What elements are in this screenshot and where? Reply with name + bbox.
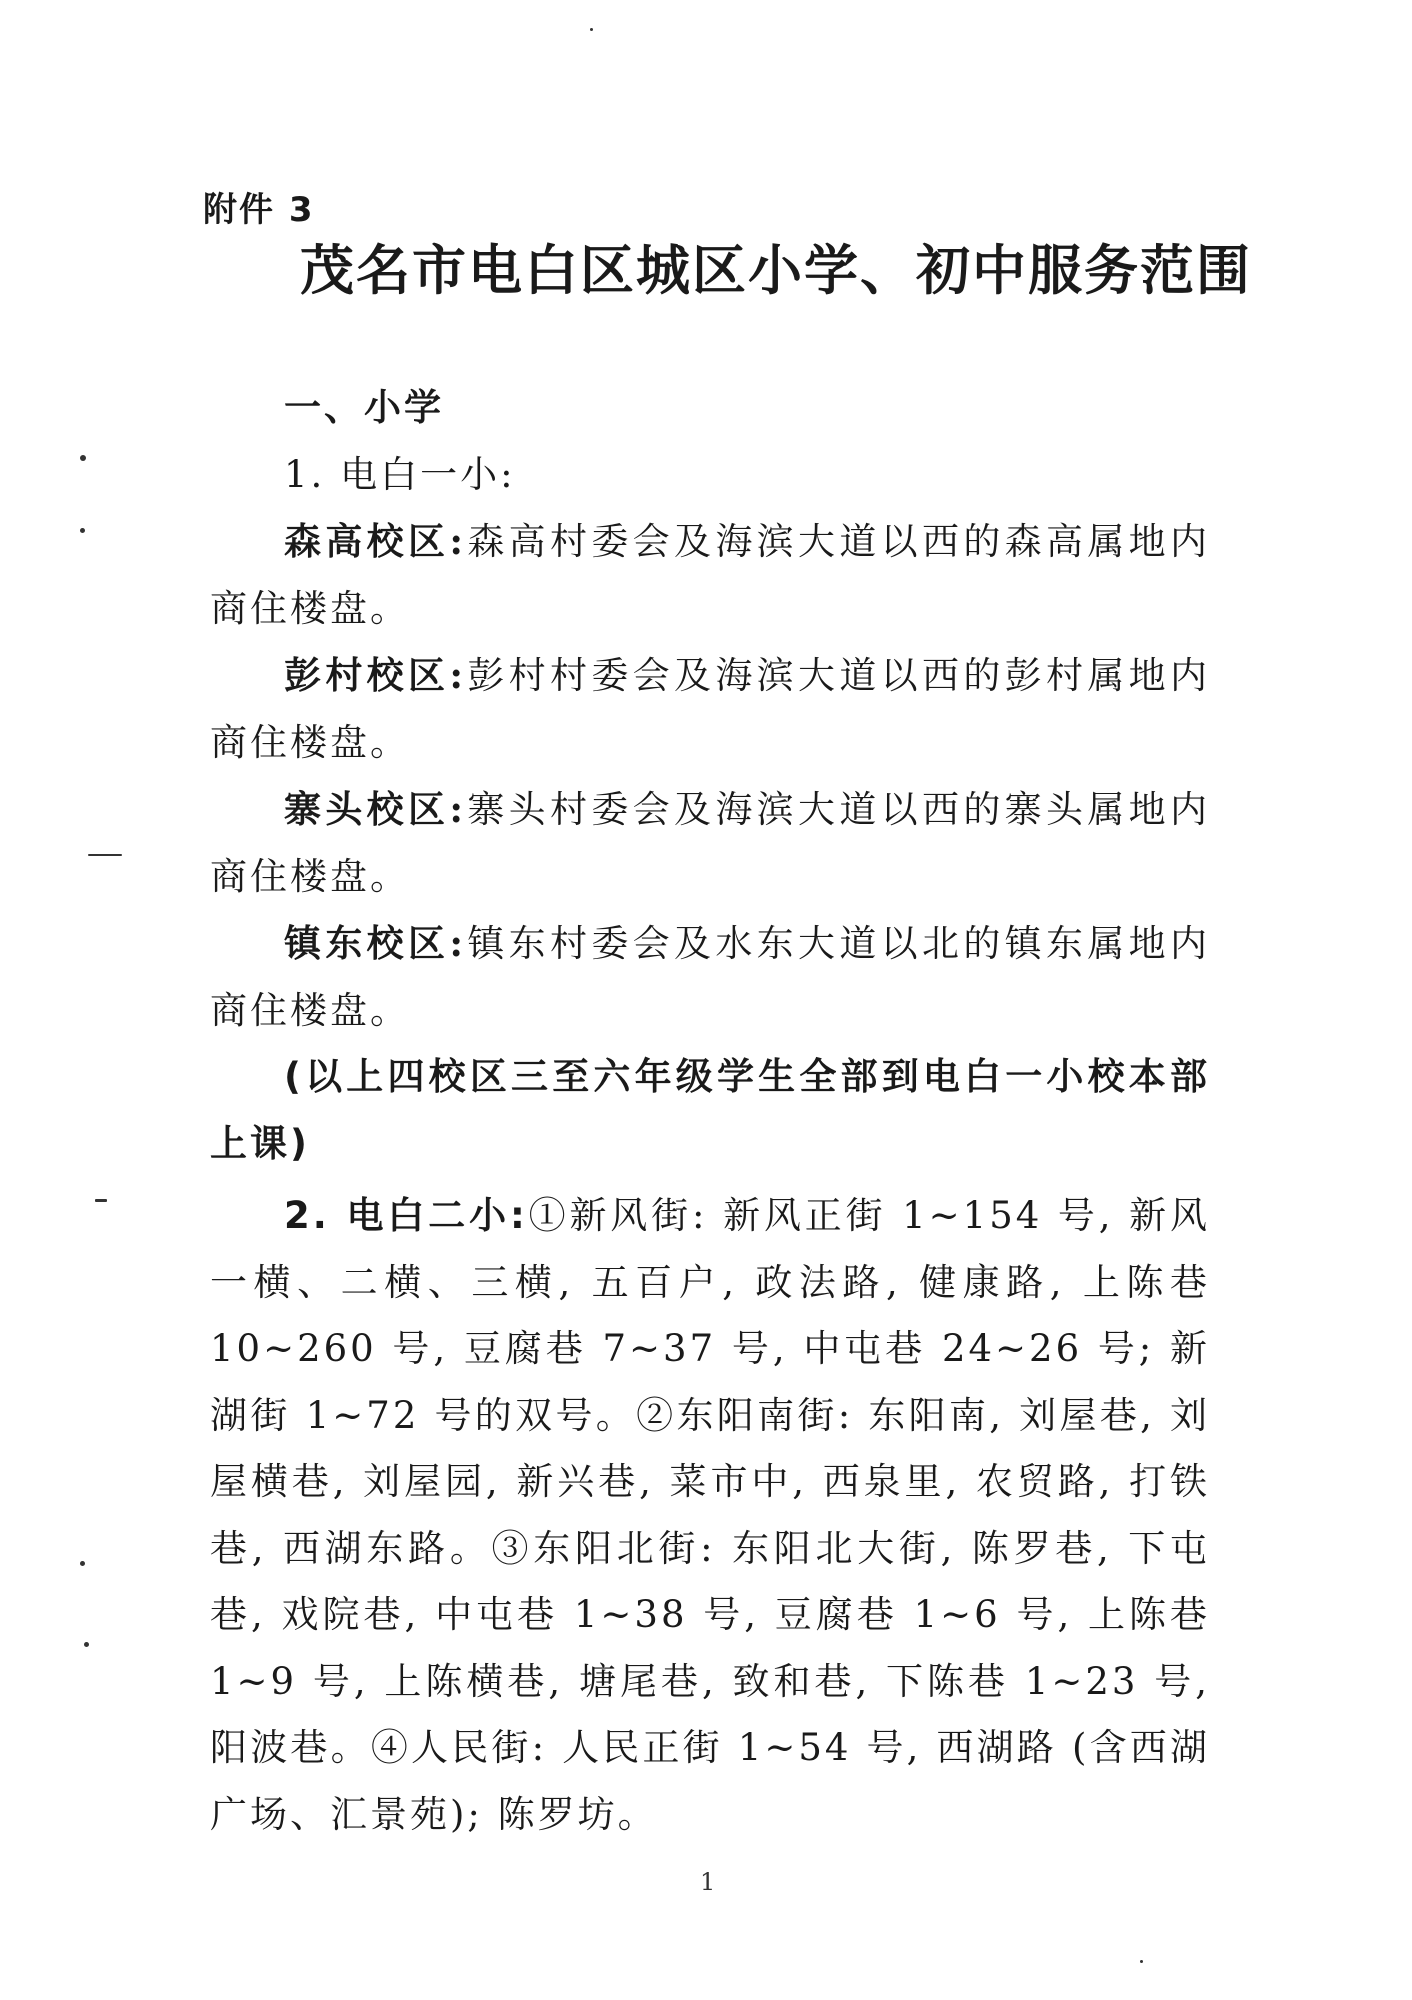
scan-speck: [80, 1561, 85, 1566]
section-heading-primary: 一、小学: [284, 386, 444, 429]
campus-name: 镇东校区:: [284, 921, 466, 965]
campus-paragraph: [210, 508, 1210, 642]
page-number: 1: [700, 1868, 716, 1896]
campus-paragraph: [210, 642, 1210, 776]
scan-speck: [84, 1642, 89, 1647]
campus-paragraph: [210, 776, 1210, 910]
scan-speck: [88, 854, 122, 856]
scan-speck: [1140, 1960, 1143, 1963]
campus-paragraph: [210, 910, 1210, 1044]
scan-speck: [590, 28, 593, 31]
scan-speck: [80, 455, 86, 461]
campus-name: 森高校区:: [284, 519, 466, 563]
campus-text: 森高村委会及海滨大道以西的森高属地内商住楼盘。: [210, 520, 1210, 630]
campus-text: 镇东村委会及水东大道以北的镇东属地内商住楼盘。: [210, 922, 1210, 1032]
school2-text: ①新风街: 新风正街 1~154 号, 新风一横、二横、三横, 五百户, 政法路, 健康路, 上陈巷 10~260 号, 豆腐巷 7~37 号, 中屯巷 24~26 号; 新湖街 1~72 号的双号。②东阳南街: 东阳南, 刘屋巷, 刘屋横巷, 刘屋园, 新兴巷, 菜市中, 西泉里, 农贸路, 打铁巷, 西湖东路。③东阳北街: 东阳北大街, 陈罗巷, 下屯巷, 戏院巷, 中屯巷 1~38 号, 豆腐巷 1~6 号, 上陈巷 1~9 号, 上陈横巷, 塘尾巷, 致和巷, 下陈巷 1~23 号, 阳波巷。④人民街: 人民正街 1~54 号, 西湖路 (含西湖广场、汇景苑); 陈罗坊。: [210, 1194, 1210, 1836]
campus-text: 寨头村委会及海滨大道以西的寨头属地内商住楼盘。: [210, 788, 1210, 898]
document-title: 茂名市电白区城区小学、初中服务范围: [300, 239, 1252, 302]
document-body: [210, 375, 1210, 1848]
campus-text: 彭村村委会及海滨大道以西的彭村属地内商住楼盘。: [210, 654, 1210, 764]
scan-speck: [80, 528, 85, 533]
school2-paragraph: [210, 1183, 1210, 1848]
school2-label: 2. 电白二小:: [284, 1194, 528, 1237]
school1-note: (以上四校区三至六年级学生全部到电白一小校本部上课): [210, 1055, 1210, 1165]
campus-name: 彭村校区:: [284, 653, 466, 697]
school1-label: 1. 电白一小:: [284, 452, 516, 496]
scan-speck: [95, 1199, 107, 1202]
attachment-label: 附件 3: [203, 190, 315, 230]
campus-name: 寨头校区:: [284, 787, 466, 831]
